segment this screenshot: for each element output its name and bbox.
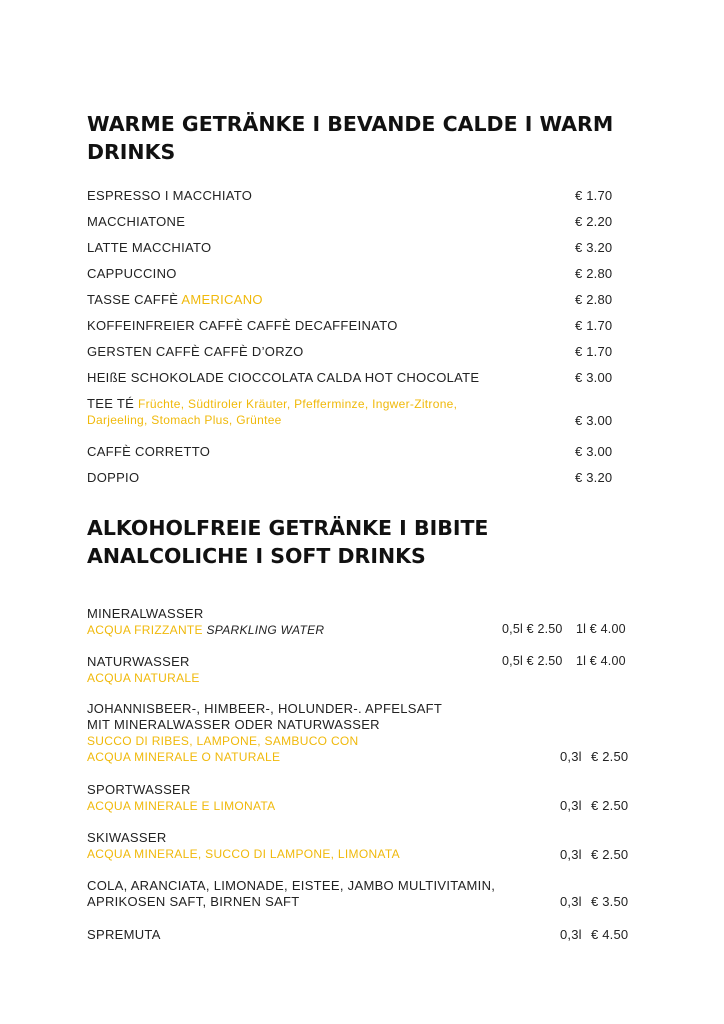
item-sub: ACQUA MINERALE E LIMONATA <box>87 799 276 813</box>
item-price: € 2.20 <box>575 214 613 229</box>
item-sub-line2: ACQUA MINERALE O NATURALE <box>87 750 281 764</box>
menu-item <box>87 344 304 359</box>
menu-item <box>87 927 161 943</box>
item-name: HEIßE SCHOKOLADE CIOCCOLATA CALDA HOT CHOCOLATE <box>87 370 480 385</box>
item-price: € 3.00 <box>575 413 613 428</box>
item-name: NATURWASSER <box>87 654 190 669</box>
menu-item <box>87 782 275 814</box>
warm-title-line1: WARME GETRÄNKE I BEVANDE CALDE I WARM <box>87 112 614 136</box>
menu-item <box>87 214 185 229</box>
soft-drinks-title <box>87 514 488 570</box>
item-accent: AMERICANO <box>181 292 263 307</box>
item-price: € 2.50 <box>591 749 629 764</box>
menu-item <box>87 292 263 307</box>
item-sub-italic: SPARKLING WATER <box>206 623 325 637</box>
item-accent: Früchte, Südtiroler Kräuter, Pfefferminze, Ingwer-Zitrone, <box>137 397 458 411</box>
item-name: CAFFÈ CORRETTO <box>87 444 211 459</box>
item-price: € 1.70 <box>575 188 613 203</box>
item-price: € 3.00 <box>575 370 613 385</box>
item-name-line2: APRIKOSEN SAFT, BIRNEN SAFT <box>87 894 300 909</box>
item-name-line1: JOHANNISBEER-, HIMBEER-, HOLUNDER-. APFELSAFT <box>87 701 443 716</box>
item-name: MACCHIATONE <box>87 214 186 229</box>
item-sub: ACQUA FRIZZANTE SPARKLING WATER <box>87 623 325 637</box>
item-name: LATTE MACCHIATO <box>87 240 212 255</box>
item-price: € 2.50 <box>591 847 629 862</box>
item-name: KOFFEINFREIER CAFFÈ CAFFÈ DECAFFEINATO <box>87 318 398 333</box>
item-sub: ACQUA MINERALE, SUCCO DI LAMPONE, LIMONATA <box>87 847 400 861</box>
menu-item <box>87 370 479 385</box>
menu-item <box>87 606 324 638</box>
item-sub-line1: SUCCO DI RIBES, LAMPONE, SAMBUCO CON <box>87 734 359 748</box>
item-price: € 2.80 <box>575 266 613 281</box>
menu-item-tea <box>87 396 457 428</box>
item-size-price-large: 1l € 4.00 <box>576 622 626 636</box>
item-size-price-small: 0,5l € 2.50 <box>502 654 563 668</box>
item-size: 0,3l <box>560 894 582 909</box>
item-name: CAPPUCCINO <box>87 266 177 281</box>
item-size: 0,3l <box>560 798 582 813</box>
item-name: DOPPIO <box>87 470 140 485</box>
item-size: 0,3l <box>560 847 582 862</box>
item-price: € 3.20 <box>575 470 613 485</box>
menu-item <box>87 470 139 485</box>
tea-line2: Darjeeling, Stomach Plus, Grüntee <box>87 413 282 427</box>
warm-title-line2: DRINKS <box>87 140 176 164</box>
item-size-price-small: 0,5l € 2.50 <box>502 622 563 636</box>
item-name: SPORTWASSER <box>87 782 191 797</box>
item-sub: ACQUA NATURALE <box>87 671 200 685</box>
menu-item <box>87 240 211 255</box>
item-price: € 1.70 <box>575 344 613 359</box>
soft-title-line1: ALKOHOLFREIE GETRÄNKE I BIBITE <box>87 516 489 540</box>
item-name: SPREMUTA <box>87 927 161 942</box>
item-name-line1: COLA, ARANCIATA, LIMONADE, EISTEE, JAMBO MULTIVITAMIN, <box>87 878 496 893</box>
menu-item <box>87 188 252 203</box>
item-size: 0,3l <box>560 749 582 764</box>
item-price: € 4.50 <box>591 927 629 942</box>
item-price: € 3.20 <box>575 240 613 255</box>
item-name: SKIWASSER <box>87 830 167 845</box>
item-name: TASSE CAFFÈ <box>87 292 182 307</box>
menu-item <box>87 830 400 862</box>
menu-item <box>87 654 200 686</box>
item-name: GERSTEN CAFFÈ CAFFÈ D’ORZO <box>87 344 304 359</box>
soft-title-line2: ANALCOLICHE I SOFT DRINKS <box>87 544 426 568</box>
menu-item <box>87 266 177 281</box>
menu-item <box>87 701 442 765</box>
menu-item <box>87 318 398 333</box>
item-size-price-large: 1l € 4.00 <box>576 654 626 668</box>
item-price: € 1.70 <box>575 318 613 333</box>
warm-drinks-title <box>87 110 613 166</box>
item-name: MINERALWASSER <box>87 606 204 621</box>
item-price: € 2.80 <box>575 292 613 307</box>
item-price: € 3.50 <box>591 894 629 909</box>
item-size: 0,3l <box>560 927 582 942</box>
item-name: TEE TÉ <box>87 396 138 411</box>
menu-item <box>87 878 495 910</box>
tea-line1 <box>87 396 457 412</box>
menu-item <box>87 444 210 459</box>
item-price: € 2.50 <box>591 798 629 813</box>
item-price: € 3.00 <box>575 444 613 459</box>
item-name: ESPRESSO I MACCHIATO <box>87 188 253 203</box>
item-name-line2: MIT MINERALWASSER ODER NATURWASSER <box>87 717 380 732</box>
